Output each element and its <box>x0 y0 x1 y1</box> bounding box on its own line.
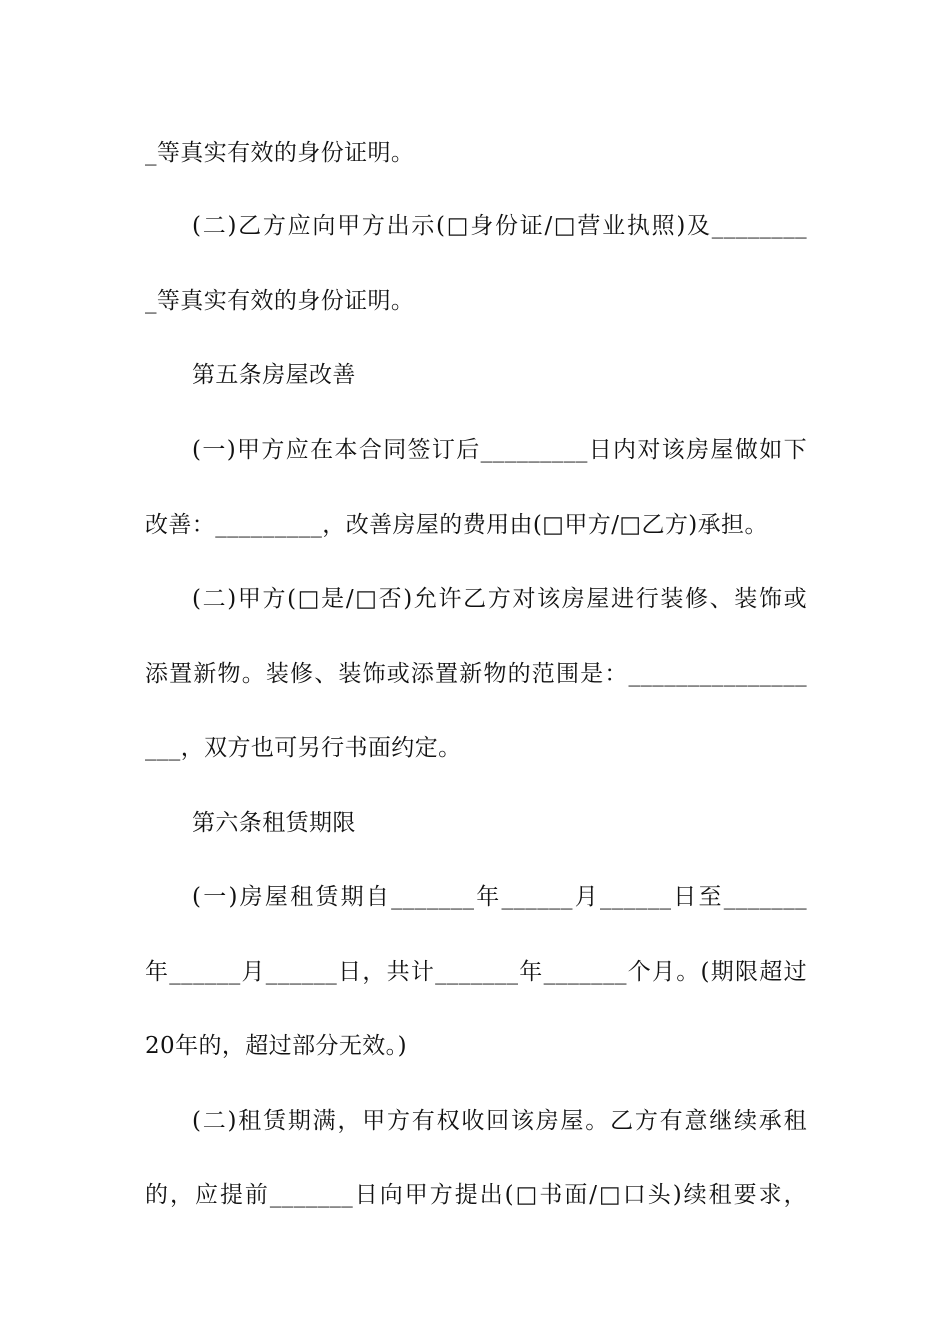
text-line: (一)房屋租赁期自_______年______月______日至_______ <box>192 884 807 910</box>
text-line: _等真实有效的身份证明。 <box>145 288 415 314</box>
text-line: 添置新物。装修、装饰或添置新物的范围是：_______________ <box>145 661 807 687</box>
text-line: 改善：_________，改善房屋的费用由(□甲方/□乙方)承担。 <box>145 512 768 538</box>
text-line: (二)甲方(□是/□否)允许乙方对该房屋进行装修、装饰或 <box>192 586 807 612</box>
section-heading: 第六条租赁期限 <box>192 810 356 836</box>
text-line: 年______月______日，共计_______年_______个月。(期限超过 <box>145 959 807 985</box>
text-line: (二)乙方应向甲方出示(□身份证/□营业执照)及________ <box>192 213 807 239</box>
text-line: _等真实有效的身份证明。 <box>145 140 415 166</box>
text-line: (二)租赁期满，甲方有权收回该房屋。乙方有意继续承租 <box>192 1108 807 1134</box>
text-line: ___，双方也可另行书面约定。 <box>145 735 462 761</box>
text-line: 20年的，超过部分无效。) <box>145 1033 407 1059</box>
text-line: (一)甲方应在本合同签订后_________日内对该房屋做如下 <box>192 437 807 463</box>
section-heading: 第五条房屋改善 <box>192 362 356 388</box>
text-line: 的，应提前_______日向甲方提出(□书面/□口头)续租要求， <box>145 1182 807 1208</box>
